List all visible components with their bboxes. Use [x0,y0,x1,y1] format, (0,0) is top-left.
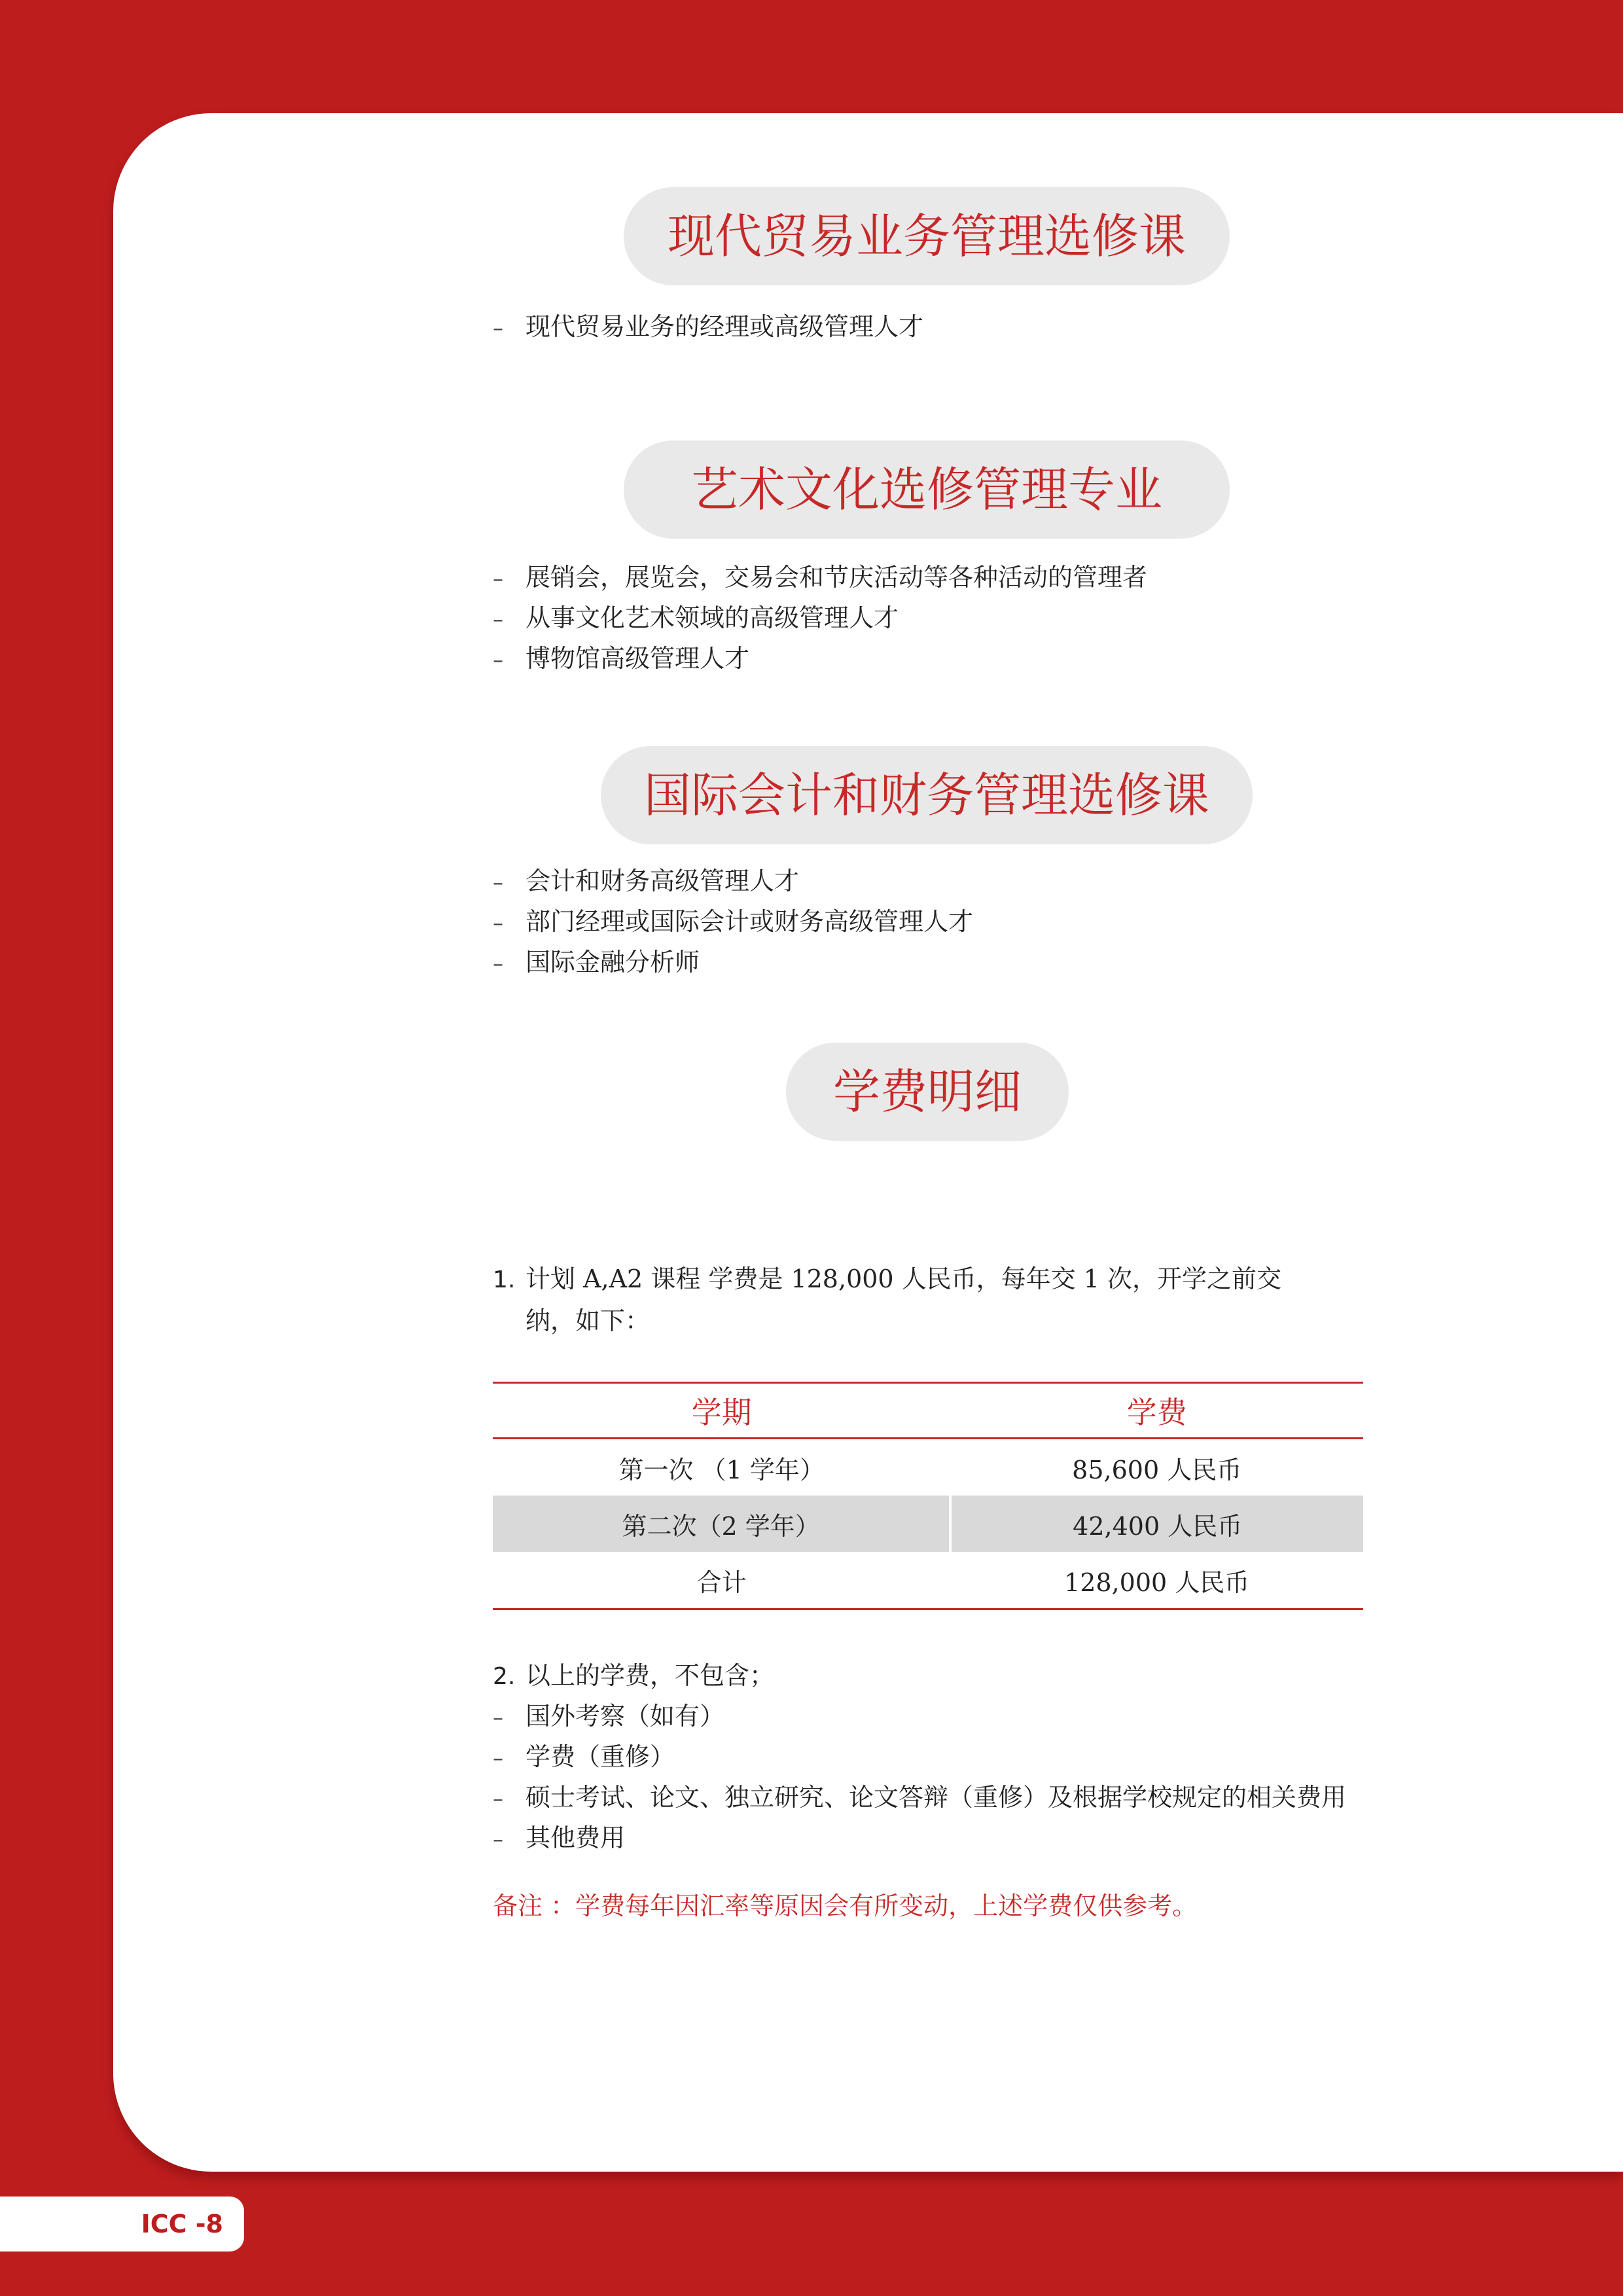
fee-cell: 128,000 人民币 [950,1552,1363,1609]
page-number: ICC -8 [141,2210,223,2238]
fee-cell: 85,600 人民币 [1072,1455,1242,1484]
section-title-trade: 现代贸易业务管理选修课 [624,187,1230,285]
dash-bullet: – [493,870,503,895]
list-item: – 博物馆高级管理人才 [493,638,1147,679]
page-card [113,113,1623,2172]
list-item: – 其他费用 [493,1818,1346,1858]
list-item: – 会计和财务高级管理人才 [493,861,973,901]
table-row-total [493,1552,1363,1609]
dash-bullet: – [493,1786,503,1811]
fees-paragraph-2: 2. 以上的学费，不包含； [493,1661,775,1690]
dash-bullet: – [493,910,503,935]
dash-bullet: – [493,1746,503,1770]
fee-table [493,1382,1363,1610]
section-title-accounting: 国际会计和财务管理选修课 [601,746,1253,844]
section-list-trade [493,306,923,347]
list-item: – 从事文化艺术领域的高级管理人才 [493,598,1147,638]
term-cell: 第二次（2 学年） [493,1496,950,1552]
dash-bullet: – [493,951,503,976]
page-number-tab [0,2197,244,2251]
header-fee: 学费 [950,1383,1363,1439]
dash-bullet: – [493,607,503,632]
table-row [493,1439,1363,1496]
list-item: – 国外考察（如有） [493,1696,1346,1736]
section-list-accounting [493,861,973,982]
section-title-arts: 艺术文化选修管理专业 [624,440,1230,539]
fees-paragraph-1: 1. 计划 A,A2 课程 学费是 128,000 人民币，每年交 1 次，开学之前交 纳，如下： [493,1265,1282,1335]
dash-bullet: – [493,315,503,340]
list-item: – 学费（重修） [493,1736,1346,1777]
header-term: 学期 [493,1383,950,1439]
exclusions-list [493,1696,1346,1858]
table-row [493,1496,1363,1552]
section-title-fees: 学费明细 [786,1043,1069,1141]
list-item: – 展销会，展览会，交易会和节庆活动等各种活动的管理者 [493,557,1147,598]
section-list-arts [493,557,1147,679]
list-item: – 部门经理或国际会计或财务高级管理人才 [493,901,973,942]
list-item: – 硕士考试、论文、独立研究、论文答辩（重修）及根据学校规定的相关费用 [493,1777,1346,1818]
fee-cell: 42,400 人民币 [950,1496,1363,1552]
list-item: – 国际金融分析师 [493,942,973,982]
term-cell: 合计 [493,1552,950,1609]
dash-bullet: – [493,1827,503,1852]
fees-note: 备注 ：学费每年因汇率等原因会有所变动，上述学费仅供参考。 [493,1892,1198,1920]
dash-bullet: – [493,647,503,672]
dash-bullet: – [493,566,503,591]
dash-bullet: – [493,1705,503,1730]
table-header-row [493,1383,1363,1439]
list-item: – 现代贸易业务的经理或高级管理人才 [493,306,923,347]
term-cell: 第一次 （1 学年） [618,1455,825,1484]
